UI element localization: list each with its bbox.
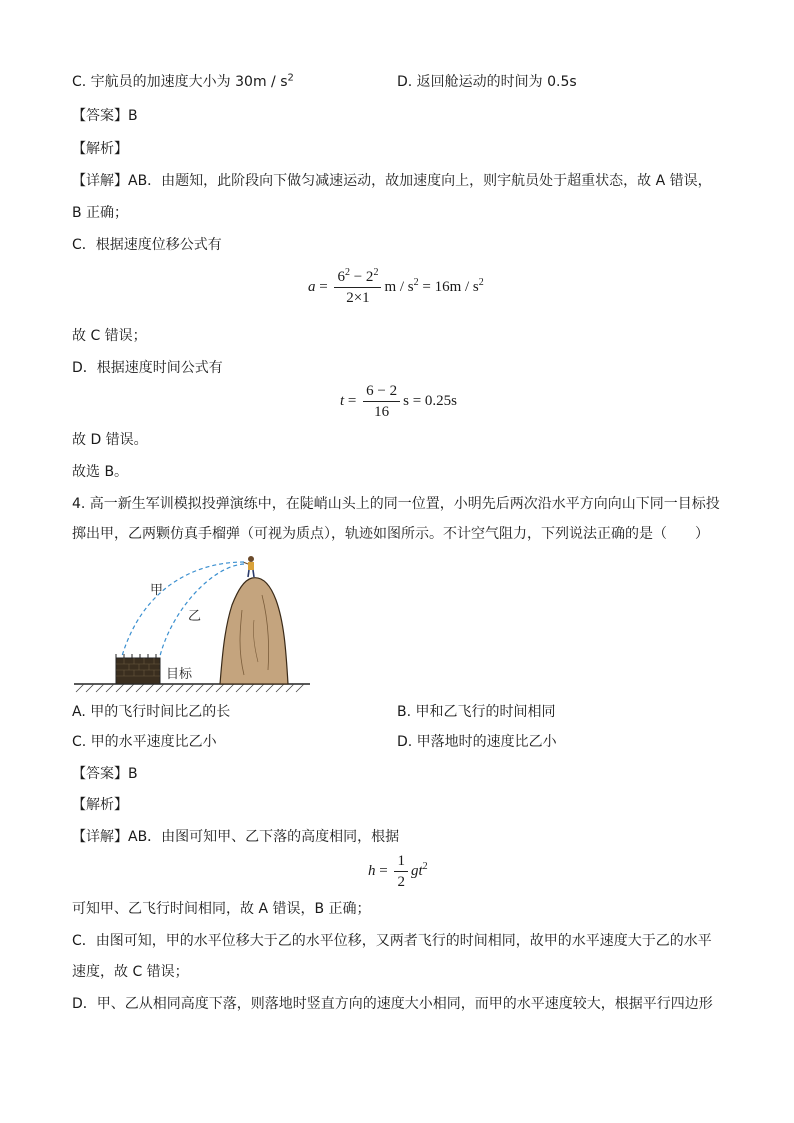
- option-a: A. 甲的飞行时间比乙的长: [72, 704, 231, 720]
- eq-numerator: 1: [394, 852, 408, 872]
- detail-line: C．由图可知，甲的水平位移大于乙的水平位移，又两者飞行的时间相同，故甲的水平速度大于乙的水平: [72, 933, 712, 949]
- question-stem: 掷出甲，乙两颗仿真手榴弹（可视为质点），轨迹如图所示。不计空气阻力，下列说法正确的是（ ）: [72, 526, 709, 542]
- eq-unit: m / s: [384, 278, 414, 295]
- eq-denominator: 2×1: [346, 290, 370, 306]
- eq-lhs: h: [368, 862, 376, 879]
- detail-line: 可知甲、乙飞行时间相同，故 A 错误，B 正确；: [72, 901, 371, 917]
- label-yi: 乙: [188, 609, 202, 624]
- eq-denominator: 2: [397, 874, 405, 890]
- eq-rhs: s = 0.25s: [403, 392, 457, 409]
- equation-free-fall: h = $\frac{1}{2}$ $gt^2$: [368, 853, 428, 890]
- label-target: 目标: [166, 667, 193, 682]
- analysis-label: 【解析】: [72, 141, 128, 157]
- eq-lhs: t: [340, 392, 345, 409]
- c-intro: C．根据速度位移公式有: [72, 237, 222, 253]
- answer-label: 【答案】B: [72, 108, 138, 124]
- equation-acceleration: a = $\frac{6^2 - 2^2}{2\times 1}$ $m / s^2 = 16m / s^2$: [308, 267, 484, 306]
- answer-label: 【答案】B: [72, 766, 138, 782]
- eq-rhs: = 16m / s: [418, 278, 479, 295]
- target-wall: [116, 654, 160, 684]
- eq-rhs: gt: [410, 862, 423, 879]
- option-d: D. 返回舱运动的时间为 0.5s: [397, 74, 577, 90]
- d-conclusion: 故 D 错误。: [72, 432, 148, 448]
- eq-numerator: 6 − 2: [363, 382, 400, 402]
- option-c: C. 甲的水平速度比乙小: [72, 734, 217, 750]
- option-c-sup: 2: [287, 72, 294, 84]
- eq-fraction: [334, 268, 381, 307]
- cliff: [220, 578, 288, 684]
- detail-line: 【详解】AB．由图可知甲、乙下落的高度相同，根据: [72, 829, 400, 845]
- final-choice: 故选 B。: [72, 464, 129, 480]
- eq-numerator: $6^2 - 2^2$: [334, 268, 381, 288]
- option-c: [72, 72, 294, 92]
- detail-line: 速度，故 C 错误；: [72, 964, 189, 980]
- eq-fraction: [363, 382, 400, 421]
- eq-lhs: a: [308, 278, 316, 295]
- d-intro: D．根据速度时间公式有: [72, 360, 223, 376]
- detail-line: 【详解】AB．由题知，此阶段向下做匀减速运动，故加速度向上，则宇航员处于超重状态，故 A 错误，: [72, 173, 712, 189]
- option-b: B. 甲和乙飞行的时间相同: [397, 704, 556, 720]
- ground-hatch: [76, 684, 304, 692]
- eq-fraction: [394, 852, 408, 891]
- eq-num-a: 6: [337, 269, 345, 285]
- c-conclusion: 故 C 错误；: [72, 328, 147, 344]
- analysis-label: 【解析】: [72, 797, 128, 813]
- eq-denominator: 16: [374, 404, 390, 420]
- question-stem: 4. 高一新生军训模拟投弹演练中，在陡峭山头上的同一位置，小明先后两次沿水平方向向山下同一目标投: [72, 496, 720, 512]
- trajectory-figure: [72, 550, 312, 695]
- thrower-figure: [243, 556, 254, 577]
- detail-line: B 正确；: [72, 205, 129, 221]
- option-d: D. 甲落地时的速度比乙小: [397, 734, 557, 750]
- eq-num-op: − 2: [349, 269, 374, 285]
- option-c-text: C. 宇航员的加速度大小为 30m / s: [72, 74, 288, 90]
- label-jia: 甲: [150, 583, 164, 598]
- equation-time: t = $\frac{6 - 2}{16}$ s = 0.25s: [340, 383, 457, 420]
- detail-line: D．甲、乙从相同高度下落，则落地时竖直方向的速度大小相同，而甲的水平速度较大，根据平行四边形: [72, 996, 713, 1012]
